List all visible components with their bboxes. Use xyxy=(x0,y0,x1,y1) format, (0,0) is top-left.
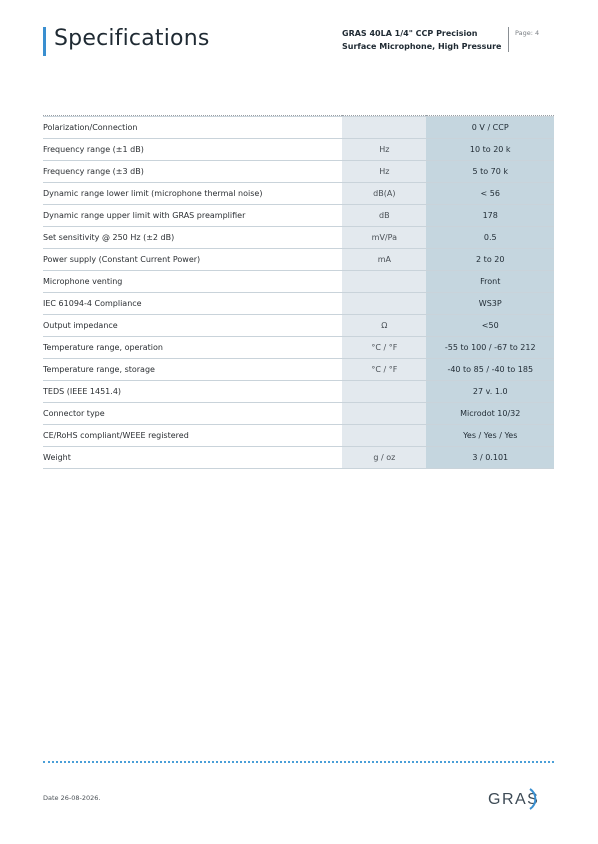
unit-cell: Hz xyxy=(342,139,426,161)
param-cell: Weight xyxy=(43,447,342,469)
table-row xyxy=(43,337,554,359)
gras-logo xyxy=(486,782,546,814)
specifications-table-body xyxy=(43,117,554,469)
table-row xyxy=(43,315,554,337)
table-row xyxy=(43,205,554,227)
unit-cell: dB xyxy=(342,205,426,227)
value-cell: WS3P xyxy=(426,293,554,315)
unit-cell xyxy=(342,271,426,293)
value-cell: 0 V / CCP xyxy=(426,117,554,139)
footer-date: Date 26-08-2026. xyxy=(43,794,101,802)
table-row xyxy=(43,381,554,403)
value-cell: -40 to 85 / -40 to 185 xyxy=(426,359,554,381)
param-cell: IEC 61094-4 Compliance xyxy=(43,293,342,315)
unit-cell xyxy=(342,425,426,447)
table-row xyxy=(43,183,554,205)
param-cell: Temperature range, storage xyxy=(43,359,342,381)
value-cell: 2 to 20 xyxy=(426,249,554,271)
param-cell: Connector type xyxy=(43,403,342,425)
table-row xyxy=(43,447,554,469)
param-cell: Dynamic range lower limit (microphone thermal noise) xyxy=(43,183,342,205)
value-cell: < 56 xyxy=(426,183,554,205)
unit-cell: Ω xyxy=(342,315,426,337)
table-row xyxy=(43,249,554,271)
product-name: GRAS 40LA 1/4" CCP Precision Surface Microphone, High Pressure xyxy=(342,29,502,51)
value-cell: 5 to 70 k xyxy=(426,161,554,183)
header-divider xyxy=(508,27,509,52)
unit-cell xyxy=(342,403,426,425)
unit-cell xyxy=(342,117,426,139)
param-cell: Set sensitivity @ 250 Hz (±2 dB) xyxy=(43,227,342,249)
value-cell: 0.5 xyxy=(426,227,554,249)
table-row xyxy=(43,227,554,249)
value-cell: -55 to 100 / -67 to 212 xyxy=(426,337,554,359)
unit-cell xyxy=(342,293,426,315)
param-cell: CE/RoHS compliant/WEEE registered xyxy=(43,425,342,447)
param-cell: Power supply (Constant Current Power) xyxy=(43,249,342,271)
value-cell: 178 xyxy=(426,205,554,227)
value-cell: Yes / Yes / Yes xyxy=(426,425,554,447)
table-row xyxy=(43,161,554,183)
unit-cell: mA xyxy=(342,249,426,271)
unit-cell: dB(A) xyxy=(342,183,426,205)
value-cell: Microdot 10/32 xyxy=(426,403,554,425)
param-cell: Output impedance xyxy=(43,315,342,337)
unit-cell: mV/Pa xyxy=(342,227,426,249)
page-number: Page: 4 xyxy=(515,29,540,37)
value-cell: 27 v. 1.0 xyxy=(426,381,554,403)
table-row xyxy=(43,425,554,447)
param-cell: TEDS (IEEE 1451.4) xyxy=(43,381,342,403)
param-cell: Frequency range (±1 dB) xyxy=(43,139,342,161)
title-accent-bar xyxy=(43,27,46,56)
unit-cell: g / oz xyxy=(342,447,426,469)
unit-cell xyxy=(342,381,426,403)
unit-cell: Hz xyxy=(342,161,426,183)
param-cell: Temperature range, operation xyxy=(43,337,342,359)
param-cell: Microphone venting xyxy=(43,271,342,293)
unit-cell: °C / °F xyxy=(342,337,426,359)
table-row xyxy=(43,293,554,315)
value-cell: Front xyxy=(426,271,554,293)
svg-text:GRAS: GRAS xyxy=(488,791,540,808)
value-cell: <50 xyxy=(426,315,554,337)
page-title: Specifications xyxy=(54,26,210,51)
unit-cell: °C / °F xyxy=(342,359,426,381)
table-row xyxy=(43,403,554,425)
param-cell: Frequency range (±3 dB) xyxy=(43,161,342,183)
value-cell: 10 to 20 k xyxy=(426,139,554,161)
specifications-table xyxy=(43,115,554,469)
footer-dotted-rule xyxy=(43,761,554,763)
value-cell: 3 / 0.101 xyxy=(426,447,554,469)
table-row xyxy=(43,271,554,293)
param-cell: Dynamic range upper limit with GRAS preamplifier xyxy=(43,205,342,227)
table-row xyxy=(43,359,554,381)
table-row xyxy=(43,117,554,139)
param-cell: Polarization/Connection xyxy=(43,117,342,139)
table-row xyxy=(43,139,554,161)
